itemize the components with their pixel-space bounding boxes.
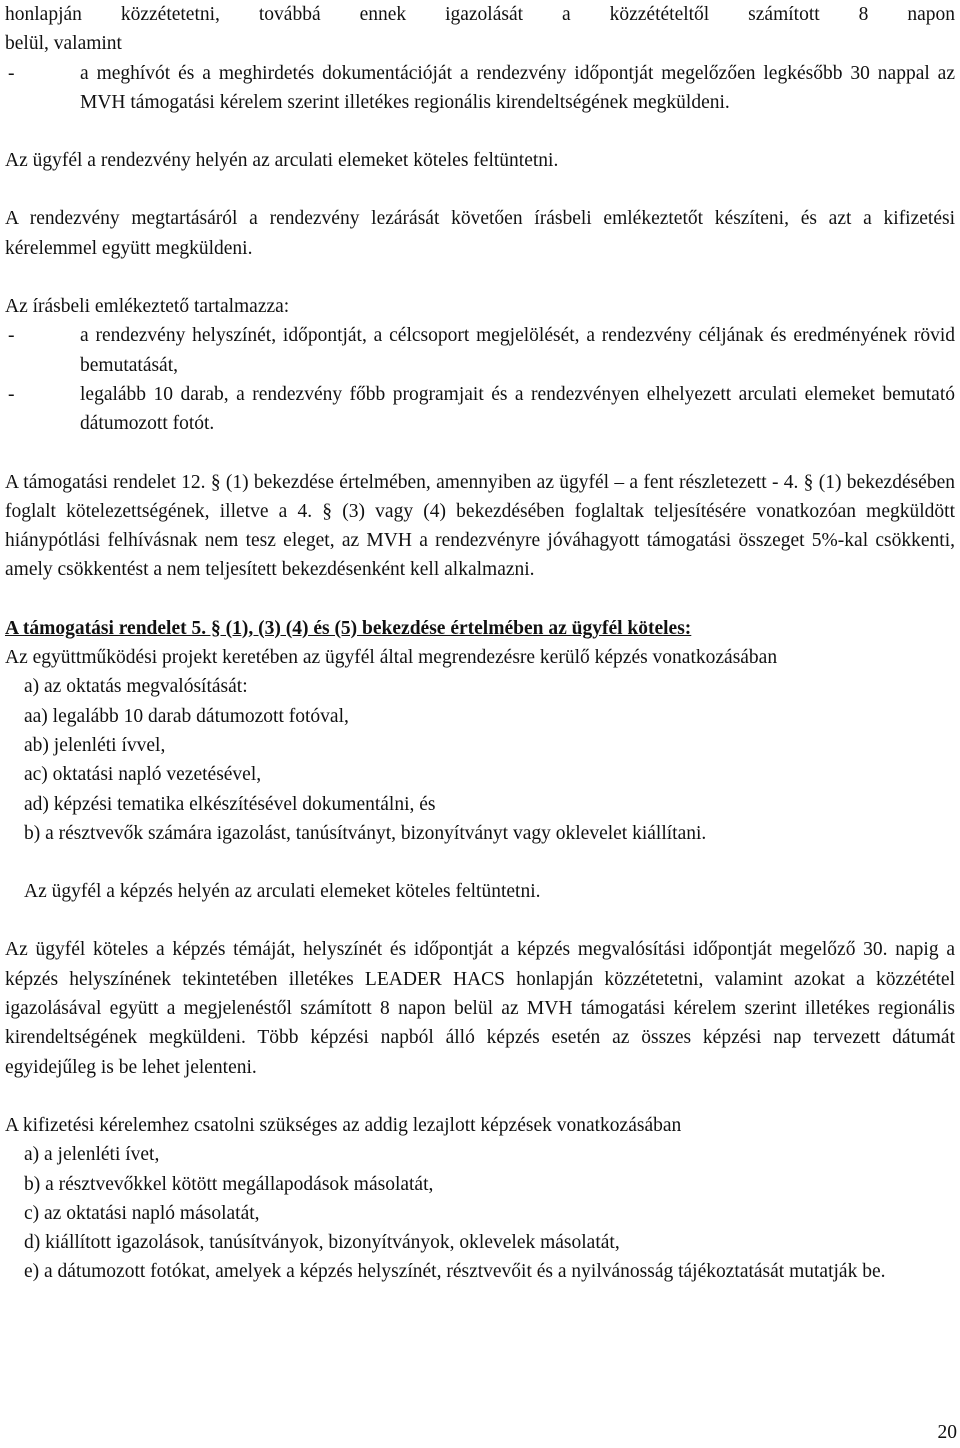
list-item: e) a dátumozott fotókat, amelyek a képzés helyszínét, résztvevőit és a nyilvánosság tájékoztatását mutatják be.: [24, 1261, 886, 1283]
list-item-text: a meghívót és a meghirdetés dokumentációját a rendezvény időpontját megelőzően legkésőbb 30 nappal az MVH támogatási kérelem szerint illetékes regionális kirendeltségének megküldeni.: [80, 62, 955, 113]
csatolando-list: [5, 1140, 955, 1286]
list-item: ac) oktatási napló vezetésével,: [24, 764, 262, 786]
document-body: [5, 0, 955, 1287]
list-item: a) az oktatás megvalósítását:: [24, 676, 248, 698]
continuation-line-1: honlapján közzétetetni, továbbá ennek igazolását a közzétételtől számított 8 napon: [5, 4, 955, 25]
paragraph-arculati-rendezveny: Az ügyfél a rendezvény helyén az arculati elemeket köteles feltüntetni.: [5, 150, 559, 172]
paragraph-kifizetesi-kerelem: A kifizetési kérelemhez csatolni szükséges az addig lezajlott képzések vonatkozásában: [5, 1114, 682, 1136]
oktatas-list: [5, 672, 955, 848]
paragraph-tamogatasi-rendelet-12: A támogatási rendelet 12. § (1) bekezdése értelmében, amennyiben az ügyfél – a fent részletezett - 4. § (1) bekezdésében foglalt kötelezettségének, illetve a 4. § (3) vagy (4) bekezdésében foglaltak teljesítésére vonatkozóan megküldött hiánypótlási felhívásnak nem tesz eleget, az MVH a rendezvényre jóváhagyott támogatási összeget 5%-kal csökkenti, amely csökkentést a nem teljesített bekezdésenként kell alkalmazni.: [5, 471, 955, 581]
dash-marker: -: [8, 383, 15, 405]
list-item: ab) jelenléti ívvel,: [24, 734, 166, 756]
list-item: a) a jelenléti ívet,: [24, 1144, 160, 1166]
list-item: ad) képzési tematika elkészítésével dokumentálni, és: [24, 793, 436, 815]
paragraph-continuation: [5, 0, 955, 59]
paragraph-kepzes-kozzetetel: Az ügyfél köteles a képzés témáját, helyszínét és időpontját a képzés megvalósítási időpontját megelőző 30. napig a képzés helyszínének tekintetében illetékes LEADER HACS honlapján közzétetetni, valamint azokat a közzététel igazolásával együtt a megjelenéstől számított 8 napon belül az MVH támogatási kérelem szerint illetékes regionális kirendeltségének megküldeni. Több képzési napból álló képzés esetén az összes képzési nap tervezett dátumát egyidejűleg is be lehet jelenteni.: [5, 939, 955, 1078]
list-item-text: legalább 10 darab, a rendezvény főbb programjait és a rendezvényen elhelyezett arculati elemeket bemutató dátumozott fotót.: [80, 383, 955, 435]
dash-marker: -: [8, 62, 15, 84]
list-item: aa) legalább 10 darab dátumozott fotóval,: [24, 705, 349, 727]
list-item: [5, 380, 955, 439]
paragraph-arculati-kepzes: Az ügyfél a képzés helyén az arculati elemeket köteles feltüntetni.: [24, 881, 541, 903]
page-number: 20: [937, 1422, 957, 1443]
section-heading: [5, 614, 955, 643]
list-item-text: a rendezvény helyszínét, időpontját, a célcsoport megjelölését, a rendezvény céljának és eredményének rövid bemutatását,: [80, 325, 955, 376]
paragraph-emlekezteto-tartalma: Az írásbeli emlékeztető tartalmazza:: [5, 296, 290, 318]
list-item: d) kiállított igazolások, tanúsítványok, bizonyítványok, oklevelek másolatát,: [24, 1232, 620, 1254]
list-item: [5, 321, 955, 380]
paragraph-emlekezteto: A rendezvény megtartásáról a rendezvény lezárását követően írásbeli emlékeztetőt készíteni, és azt a kifizetési kérelemmel együtt megküldeni.: [5, 208, 955, 259]
section-heading-text: A támogatási rendelet 5. § (1), (3) (4) és (5) bekezdése értelmében az ügyfél köteles:: [5, 617, 692, 639]
dash-marker: -: [8, 325, 15, 347]
list-item-meghivo: [5, 59, 955, 118]
list-item: c) az oktatási napló másolatát,: [24, 1202, 260, 1224]
list-item: b) a résztvevők számára igazolást, tanúsítványt, bizonyítványt vagy oklevelet kiállítani.: [24, 822, 707, 844]
continuation-line-2: belül, valamint: [5, 33, 122, 55]
list-item: b) a résztvevőkkel kötött megállapodások másolatát,: [24, 1173, 434, 1195]
paragraph-egyuttmukodesi-projekt: Az együttműködési projekt keretében az ügyfél által megrendezésre kerülő képzés vonatkozásában: [5, 647, 778, 669]
